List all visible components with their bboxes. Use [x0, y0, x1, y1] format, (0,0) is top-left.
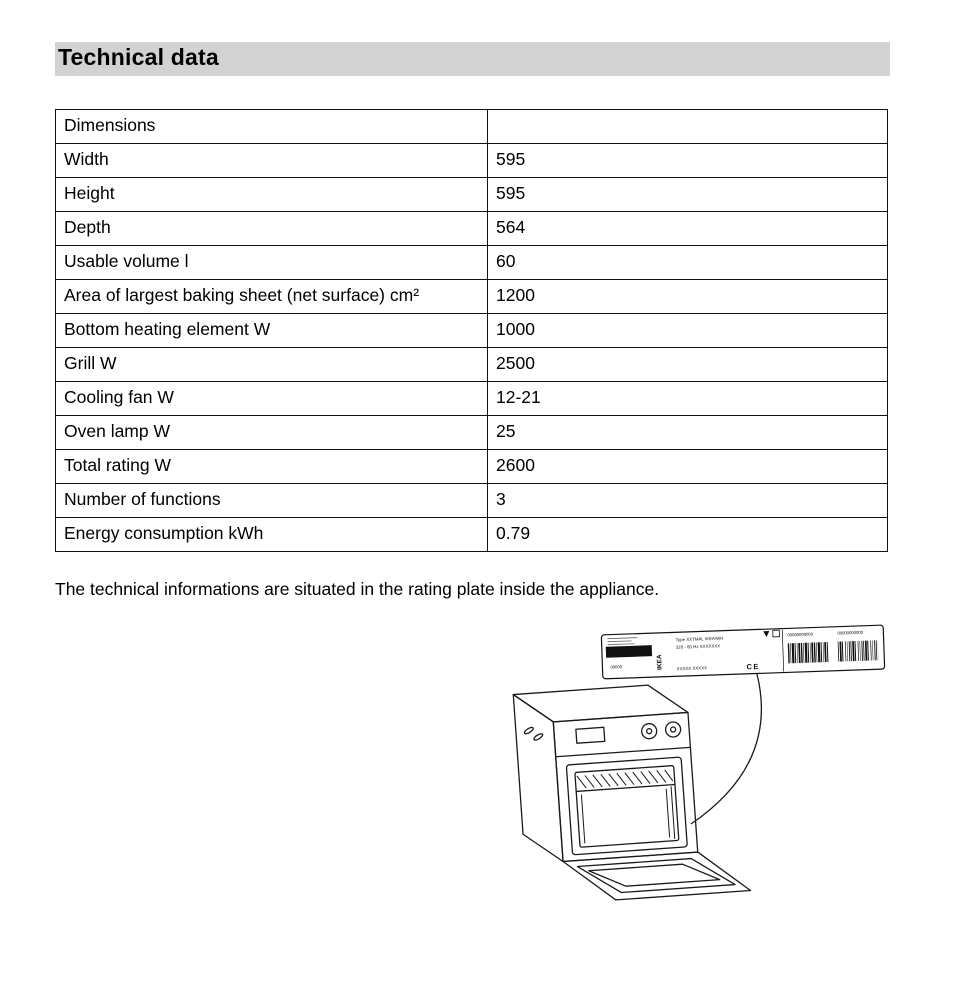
table-row — [56, 450, 888, 484]
oven-knob-center — [646, 729, 651, 734]
rating-plate-leader-line — [691, 674, 761, 824]
spec-value: 2600 — [488, 450, 888, 484]
oven-knob-center — [670, 727, 675, 732]
spec-label: Cooling fan W — [56, 382, 488, 416]
table-row — [56, 314, 888, 348]
spec-label: Height — [56, 178, 488, 212]
spec-value: 12-21 — [488, 382, 888, 416]
spec-label: Depth — [56, 212, 488, 246]
spec-label: Width — [56, 144, 488, 178]
rating-plate — [601, 625, 884, 679]
oven-door-outer — [563, 849, 750, 904]
plate-service-line: XXXXX XXXXX — [676, 665, 708, 672]
plate-serial-number: 00000 — [610, 664, 623, 670]
table-row — [56, 144, 888, 178]
plate-article-number: 000.000.00 — [614, 649, 644, 657]
spec-value: 1000 — [488, 314, 888, 348]
oven-front — [553, 712, 697, 861]
spec-label: Energy consumption kWh — [56, 518, 488, 552]
oven-cavity — [575, 766, 679, 848]
table-row — [56, 518, 888, 552]
spec-value — [488, 110, 888, 144]
ikea-logo-text: IKEA — [656, 654, 664, 670]
oven-illustration — [430, 622, 890, 957]
barcode-number-1: 00000000000 — [787, 631, 814, 638]
spec-value: 3 — [488, 484, 888, 518]
spec-value: 564 — [488, 212, 888, 246]
ce-mark: CE — [746, 661, 761, 672]
table-row — [56, 382, 888, 416]
barcode-number-2: 00000000000 — [837, 629, 864, 636]
spec-label: Dimensions — [56, 110, 488, 144]
vent-hole — [533, 733, 544, 742]
page-title: Technical data — [55, 42, 890, 76]
plate-power-line: 220 - 60 Hz XXXXXXX — [675, 643, 721, 650]
note-text: The technical informations are situated in the rating plate inside the appliance. — [55, 579, 660, 599]
table-row — [56, 484, 888, 518]
spec-value: 595 — [488, 178, 888, 212]
table-row — [56, 416, 888, 450]
shelf-rails — [581, 787, 674, 845]
table-row — [56, 280, 888, 314]
control-panel-divider — [556, 747, 691, 756]
oven-knob — [665, 721, 681, 737]
spec-label: Grill W — [56, 348, 488, 382]
table-row — [56, 348, 888, 382]
spec-value: 0.79 — [488, 518, 888, 552]
oven-drawing — [513, 679, 750, 906]
oven-illustration-svg — [430, 622, 900, 957]
technical-data-table — [55, 109, 888, 552]
oven-knob — [641, 723, 657, 739]
oven-left-side — [513, 692, 563, 864]
spec-label: Oven lamp W — [56, 416, 488, 450]
plate-type-line: Type XXTMAL IKEA/WH — [675, 635, 724, 643]
table-row — [56, 110, 888, 144]
table-row — [56, 212, 888, 246]
spec-label: Total rating W — [56, 450, 488, 484]
spec-value: 60 — [488, 246, 888, 280]
table-row — [56, 246, 888, 280]
spec-value: 595 — [488, 144, 888, 178]
oven-display — [576, 727, 605, 743]
spec-value: 1200 — [488, 280, 888, 314]
table-row — [56, 178, 888, 212]
grill-shelf-line — [576, 785, 675, 792]
vent-hole — [524, 726, 535, 735]
spec-label: Bottom heating element W — [56, 314, 488, 348]
spec-value: 25 — [488, 416, 888, 450]
spec-value: 2500 — [488, 348, 888, 382]
spec-label: Usable volume l — [56, 246, 488, 280]
spec-label: Area of largest baking sheet (net surface) cm² — [56, 280, 488, 314]
spec-label: Number of functions — [56, 484, 488, 518]
